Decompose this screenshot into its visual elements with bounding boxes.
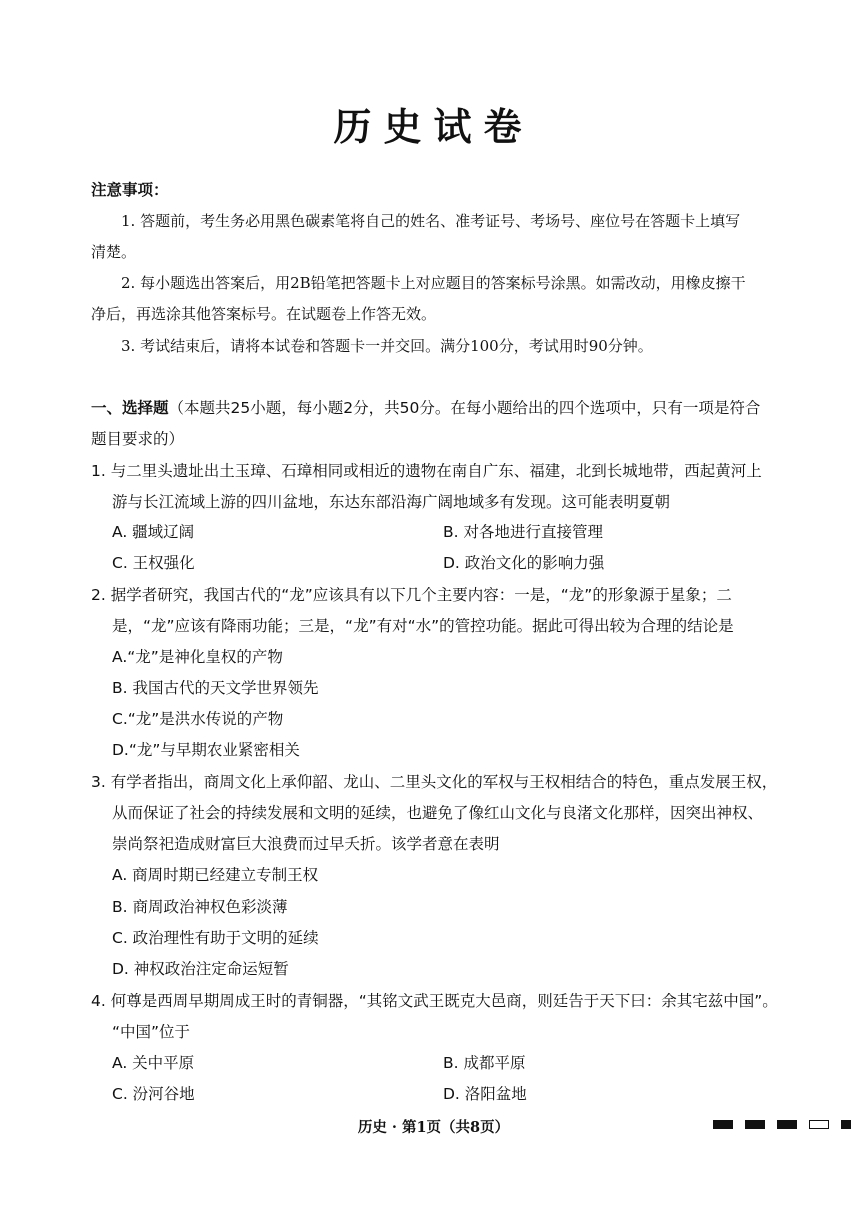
- notice-heading: 注意事项：: [91, 180, 169, 199]
- question-3-option-a: A. 商周时期已经建立专制王权: [112, 866, 319, 884]
- progress-mark-hollow: [809, 1120, 829, 1129]
- section-header: [91, 397, 760, 419]
- progress-mark: [713, 1120, 733, 1129]
- question-2-line: 是，“龙”应该有降雨功能；三是，“龙”有对“水”的管控功能。据此可得出较为合理的结论是: [112, 617, 734, 635]
- question-4-option-c: C. 汾河谷地: [112, 1085, 195, 1103]
- section-desc-cont: 题目要求的）: [91, 430, 185, 448]
- question-2-option-b: B. 我国古代的天文学世界领先: [112, 679, 319, 697]
- question-2-option-c: C.“龙”是洪水传说的产物: [112, 710, 284, 728]
- question-1-line: 1. 与二里头遗址出土玉璋、石璋相同或相近的遗物在南自广东、福建，北到长城地带，西起黄河上: [91, 462, 762, 480]
- question-3-option-d: D. 神权政治注定命运短暂: [112, 960, 289, 978]
- page-footer: 历史 · 第1页（共8页）: [357, 1119, 510, 1136]
- progress-mark: [745, 1120, 765, 1129]
- question-1-option-c: C. 王权强化: [112, 554, 195, 572]
- question-1-option-d: D. 政治文化的影响力强: [443, 554, 605, 572]
- question-3-line: 从而保证了社会的持续发展和文明的延续，也避免了像红山文化与良渚文化那样，因突出神权、: [112, 804, 764, 822]
- question-2-option-d: D.“龙”与早期农业紧密相关: [112, 741, 300, 759]
- notice-line: 2. 每小题选出答案后，用2B铅笔把答题卡上对应题目的答案标号涂黑。如需改动，用橡皮擦干: [121, 274, 746, 292]
- progress-mark: [777, 1120, 797, 1129]
- question-1-option-a: A. 疆域辽阔: [112, 523, 195, 541]
- notice-line: 净后，再选涂其他答案标号。在试题卷上作答无效。: [91, 305, 437, 323]
- question-1-line: 游与长江流域上游的四川盆地，东达东部沿海广阔地域多有发现。这可能表明夏朝: [112, 493, 671, 511]
- question-3-line: 崇尚祭祀造成财富巨大浪费而过早夭折。该学者意在表明: [112, 835, 500, 853]
- notice-line: 3. 考试结束后，请将本试卷和答题卡一并交回。满分100分，考试用时90分钟。: [121, 337, 653, 355]
- question-1-option-b: B. 对各地进行直接管理: [443, 523, 603, 541]
- section-desc: （本题共25小题，每小题2分，共50分。在每小题给出的四个选项中，只有一项是符合: [168, 399, 761, 417]
- notice-line: 1. 答题前，考生务必用黑色碳素笔将自己的姓名、准考证号、考场号、座位号在答题卡上填写: [121, 212, 741, 230]
- question-4-option-d: D. 洛阳盆地: [443, 1085, 527, 1103]
- question-3-line: 3. 有学者指出，商周文化上承仰韶、龙山、二里头文化的军权与王权相结合的特色，重点发展王权，: [91, 773, 778, 791]
- question-4-option-b: B. 成都平原: [443, 1054, 526, 1072]
- question-4-option-a: A. 关中平原: [112, 1054, 195, 1072]
- question-3-option-c: C. 政治理性有助于文明的延续: [112, 929, 319, 947]
- question-3-option-b: B. 商周政治神权色彩淡薄: [112, 898, 288, 916]
- question-2-option-a: A.“龙”是神化皇权的产物: [112, 648, 283, 666]
- notice-line: 清楚。: [91, 243, 137, 261]
- question-4-line: 4. 何尊是西周早期周成王时的青铜器，“其铭文武王既克大邑商，则廷告于天下曰：余其宅兹中国”。: [91, 992, 778, 1010]
- exam-title: 历史试卷: [333, 104, 534, 149]
- question-2-line: 2. 据学者研究，我国古代的“龙”应该具有以下几个主要内容：一是，“龙”的形象源于星象；二: [91, 586, 732, 604]
- page-progress-marks: [713, 1120, 851, 1129]
- progress-mark: [841, 1120, 851, 1129]
- section-label: 一、选择题: [91, 399, 169, 417]
- question-4-line: “中国”位于: [112, 1023, 191, 1041]
